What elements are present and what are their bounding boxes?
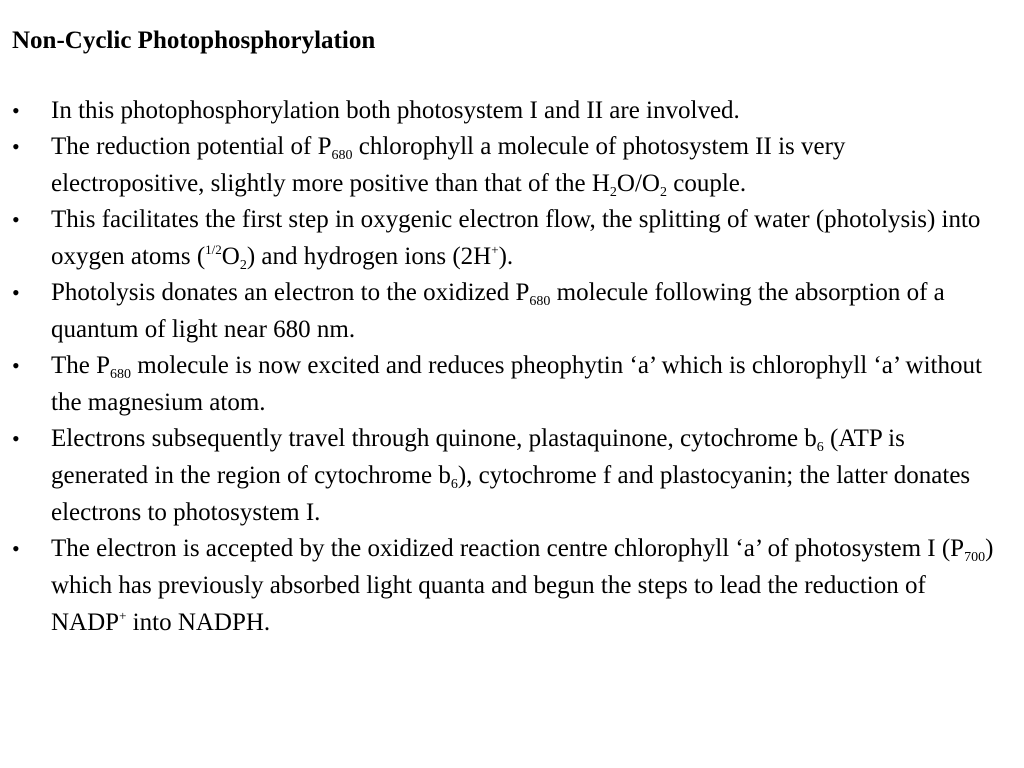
slide-title: Non-Cyclic Photophosphorylation [12,27,376,54]
text-run: couple. [666,170,747,197]
bullet-text [51,279,945,343]
bullet-text [51,535,993,636]
bullet-dot-icon: • [12,353,20,378]
bullet-text [51,425,970,526]
bullet-item [12,420,1002,531]
subscript: 680 [110,367,132,382]
text-run: into NADPH. [126,609,271,636]
text-run: (ATP is generated in the region of cytochrome b [51,425,905,489]
text-run: ), cytochrome f and plastocyanin; the latter donates electrons to photosystem I. [51,462,971,526]
text-run: ) and hydrogen ions (2H [246,243,492,270]
bullet-item [12,128,1002,202]
subscript: 680 [529,294,551,309]
subscript: 2 [659,185,667,200]
superscript: + [119,608,127,623]
bullet-text [51,97,740,124]
text-run: chlorophyll a molecule of photosystem II is very electropositive, slightly more positive than that of the H [51,133,846,197]
bullet-list [12,92,1002,640]
text-run: O/O [616,170,660,197]
bullet-item [12,201,1002,275]
bullet-text [51,352,982,416]
text-run: This facilitates the first step in oxygenic electron flow, the splitting of water (photolysis) into oxygen atoms ( [51,206,981,270]
bullet-dot-icon: • [12,536,20,561]
text-run: Photolysis donates an electron to the oxidized P [51,279,530,306]
subscript: 2 [239,258,247,273]
text-run: Electrons subsequently travel through quinone, plastaquinone, cytochrome b [51,425,817,452]
subscript: 700 [964,550,986,565]
text-run: The P [51,352,111,379]
text-run: ) which has previously absorbed light quanta and begun the steps to lead the reduction of NADP [51,535,994,636]
subscript: 680 [331,148,353,163]
bullet-item [12,274,1002,348]
superscript: + [491,242,499,257]
superscript: 1/2 [205,242,222,257]
bullet-dot-icon: • [12,207,20,232]
subscript: 6 [816,440,824,455]
bullet-item [12,347,1002,421]
text-run: ). [498,243,514,270]
text-run: molecule following the absorption of a quantum of light near 680 nm. [51,279,945,343]
subscript: 2 [609,185,617,200]
bullet-item [12,530,1002,641]
bullet-dot-icon: • [12,280,20,305]
bullet-dot-icon: • [12,134,20,159]
bullet-text [51,133,846,200]
text-run: In this photophosphorylation both photosystem I and II are involved. [51,97,740,124]
subscript: 6 [450,477,458,492]
text-run: The electron is accepted by the oxidized reaction centre chlorophyll ‘a’ of photosystem I (P [51,535,965,562]
bullet-dot-icon: • [12,98,20,123]
bullet-text [51,206,981,273]
text-run: molecule is now excited and reduces pheophytin ‘a’ which is chlorophyll ‘a’ without the magnesium atom. [51,352,982,416]
text-run: O [221,243,240,270]
text-run: The reduction potential of P [51,133,332,160]
bullet-item [12,92,1002,129]
bullet-dot-icon: • [12,426,20,451]
